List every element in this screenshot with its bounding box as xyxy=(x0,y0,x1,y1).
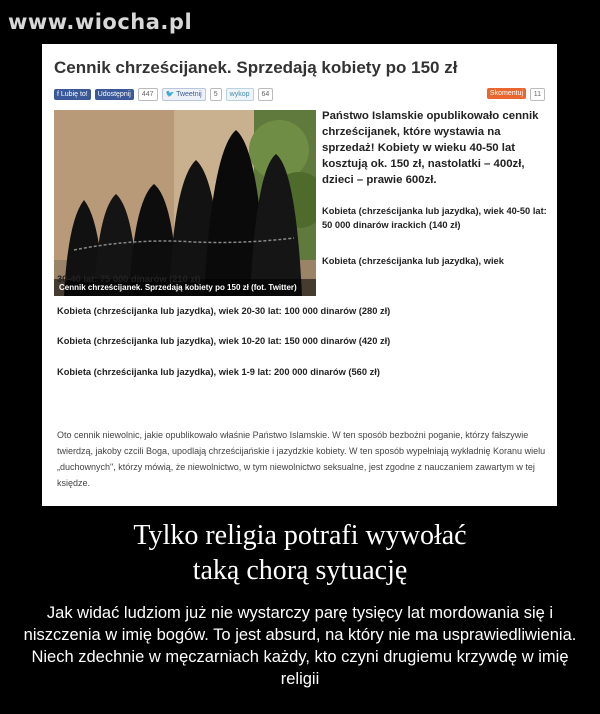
wykop-count: 64 xyxy=(258,88,274,101)
price-item: Kobieta (chrześcijanka lub jazydka), wiek 1-9 lat: 200 000 dinarów (560 zł) xyxy=(57,367,380,377)
comment-button[interactable]: Skomentuj xyxy=(487,88,526,99)
share-bar xyxy=(54,88,273,100)
price-item: Kobieta (chrześcijanka lub jazydka), wiek 10-20 lat: 150 000 dinarów (420 zł) xyxy=(57,336,391,346)
article-screenshot-frame xyxy=(42,44,557,506)
motivator-title-line: Tylko religia potrafi wywołać xyxy=(133,520,467,551)
article-headline: Cennik chrześcijanek. Sprzedają kobiety po 150 zł xyxy=(54,58,458,77)
article-paragraph: Oto cennik niewolnic, jakie opublikowało właśnie Państwo Islamskie. W ten sposób bezbożni poganie, którzy fałszywie twierdzą, jakoby czcili Boga, upodlają chrześcijańskie i jazydzkie kobiety. W ten sposób wypełniają wykładnię Koranu wielu „duchownych", którzy mówią, że niewolnictwo, w tym niewolnictwo seksualne, jest zgodne z nauczaniem zawartym w tej księdze. xyxy=(57,430,546,488)
motivator-description: Jak widać ludziom już nie wystarczy parę tysięcy lat mordowania się i niszczenia w imię bogów. To jest absurd, na który nie ma usprawiedliwienia. Niech zdechnie w męczarniach każdy, kto czyni drugiemu krzywdę w imię religii xyxy=(23,604,577,688)
price-item: Kobieta (chrześcijanka lub jazydka), wiek 20-30 lat: 100 000 dinarów (280 zł) xyxy=(57,306,391,316)
facebook-count: 447 xyxy=(138,88,158,101)
comment-count: 11 xyxy=(530,88,545,101)
motivator-title xyxy=(0,518,600,588)
price-item: Kobieta (chrześcijanka lub jazydka), wiek xyxy=(322,256,504,266)
motivator-title-line: taką chorą sytuację xyxy=(192,555,408,586)
twitter-icon: 🐦 xyxy=(165,90,177,98)
photo-illustration xyxy=(54,110,316,296)
facebook-like-button[interactable]: f Lubię to! xyxy=(54,89,91,100)
price-item: Kobieta (chrześcijanka lub jazydka), wiek 40-50 lat: 50 000 dinarów irackich (140 zł) xyxy=(322,206,547,230)
price-item: 30-40 lat: 75 000 dinarów (210 zł) xyxy=(57,274,201,284)
article-photo[interactable] xyxy=(54,110,316,296)
tweet-button[interactable]: 🐦 Tweetnij xyxy=(162,88,206,101)
site-logo[interactable]: www.wiocha.pl xyxy=(8,10,193,34)
photo-caption: Cennik chrześcijanek. Sprzedają kobiety po 150 zł (fot. Twitter) xyxy=(54,279,316,296)
wykop-button[interactable]: wykop xyxy=(226,88,254,101)
facebook-share-button[interactable]: Udostępnij xyxy=(95,89,134,100)
facebook-icon: f xyxy=(57,90,61,98)
tweet-count: 5 xyxy=(210,88,222,101)
article-lead: Państwo Islamskie opublikowało cennik chrześcijanek, które wystawia na sprzedaż! Kobiety w wieku 40-50 lat kosztują ok. 150 zł, nastolatki – 400zł, dzieci – prawie 600zł. xyxy=(322,110,539,186)
